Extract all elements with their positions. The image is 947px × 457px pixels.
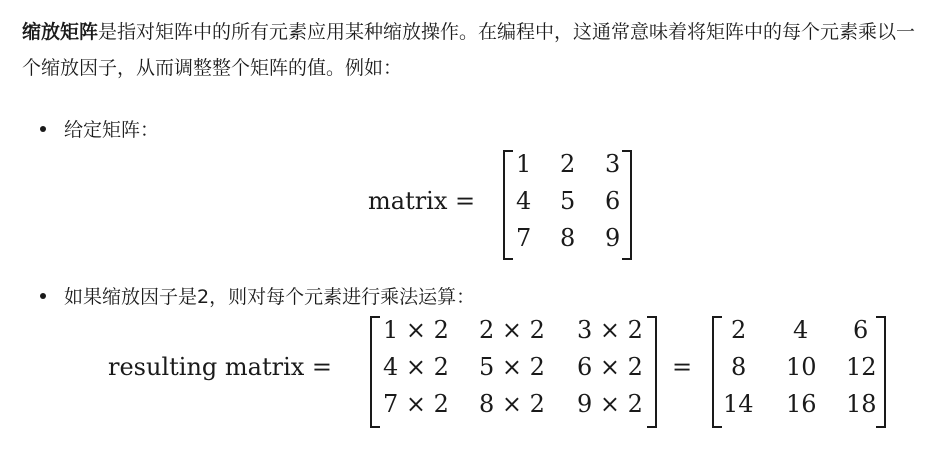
eq1-lhs: matrix = [368, 187, 476, 215]
eq2-result-cell: 4 [793, 316, 809, 344]
eq2-result-right-bracket [876, 316, 886, 428]
eq2-result-cell: 14 [723, 390, 754, 418]
bullet-given-text: 给定矩阵： [64, 119, 160, 141]
eq2-product-cell: 3 × 2 [577, 316, 643, 344]
eq1-cell: 9 [605, 224, 621, 252]
eq2-product-cell: 6 × 2 [577, 353, 643, 381]
eq2-lhs: resulting matrix = [108, 353, 333, 381]
eq2-product-right-bracket [647, 316, 657, 428]
eq2-product-cell: 8 × 2 [479, 390, 545, 418]
eq1-cell: 5 [560, 187, 576, 215]
eq1-right-bracket [622, 150, 632, 260]
bullet-dot-icon [40, 126, 46, 132]
intro-paragraph [22, 14, 927, 86]
bullet-scaling [40, 284, 475, 310]
eq2-result-cell: 16 [786, 390, 817, 418]
eq1-cell: 1 [516, 150, 532, 178]
intro-term: 缩放矩阵 [22, 21, 99, 43]
eq2-product-cell: 7 × 2 [383, 390, 449, 418]
eq1-left-bracket [503, 150, 513, 260]
bullet-dot-icon [40, 293, 46, 299]
eq1-cell: 2 [560, 150, 576, 178]
eq2-product-cell: 4 × 2 [383, 353, 449, 381]
eq2-result-cell: 10 [786, 353, 817, 381]
eq2-result-cell: 12 [846, 353, 877, 381]
eq2-result-cell: 2 [731, 316, 747, 344]
eq2-result-cell: 18 [846, 390, 877, 418]
bullet-scaling-text: 如果缩放因子是2，则对每个元素进行乘法运算： [64, 286, 476, 308]
eq1-cell: 4 [516, 187, 532, 215]
eq2-product-cell: 5 × 2 [479, 353, 545, 381]
intro-text: 是指对矩阵中的所有元素应用某种缩放操作。在编程中，这通常意味着将矩阵中的每个元素乘以一个缩放因子，从而调整整个矩阵的值。例如： [22, 21, 916, 79]
eq2-product-left-bracket [370, 316, 380, 428]
eq2-result-left-bracket [712, 316, 722, 428]
eq2-product-cell: 1 × 2 [383, 316, 449, 344]
eq2-result-cell: 6 [853, 316, 869, 344]
eq1-cell: 7 [516, 224, 532, 252]
eq2-equals: = [672, 353, 693, 381]
eq2-result-cell: 8 [731, 353, 747, 381]
eq1-cell: 6 [605, 187, 621, 215]
bullet-given-matrix [40, 117, 159, 143]
eq1-cell: 3 [605, 150, 621, 178]
eq1-cell: 8 [560, 224, 576, 252]
eq2-product-cell: 9 × 2 [577, 390, 643, 418]
eq2-product-cell: 2 × 2 [479, 316, 545, 344]
